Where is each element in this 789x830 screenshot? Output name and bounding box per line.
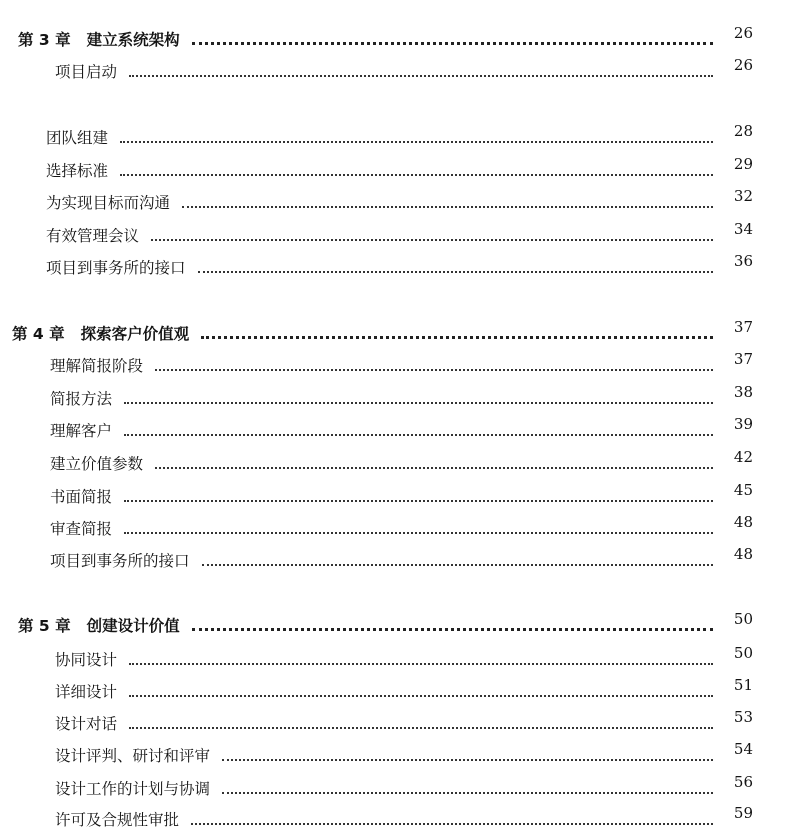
- entry-title: 协同设计: [55, 651, 118, 669]
- entry-title: 项目到事务所的接口: [46, 259, 186, 277]
- chapter-number: 第 3 章: [18, 31, 71, 49]
- entry-title: 简报方法: [50, 390, 113, 408]
- entry-title: 理解客户: [50, 422, 113, 440]
- page-number: 51: [733, 676, 753, 694]
- chapter-number: 第 5 章: [18, 617, 71, 635]
- dot-leader: [182, 206, 713, 208]
- toc-entry[interactable]: [55, 804, 753, 830]
- dot-leader: [155, 369, 713, 371]
- entry-title: 设计工作的计划与协调: [55, 780, 211, 798]
- dot-leader: [192, 42, 713, 45]
- entry-title: 理解简报阶段: [50, 357, 144, 375]
- entry-title: 项目到事务所的接口: [50, 552, 190, 570]
- toc-entry[interactable]: [55, 708, 753, 734]
- page-number: 48: [733, 513, 753, 531]
- dot-leader: [191, 823, 713, 825]
- entry-title: 选择标准: [46, 162, 109, 180]
- entry-title: 建立价值参数: [50, 455, 144, 473]
- page-number: 26: [733, 56, 753, 74]
- page-number: 39: [733, 415, 753, 433]
- page-number: 37: [733, 350, 753, 368]
- page-number: 45: [733, 481, 753, 499]
- toc-entry[interactable]: [46, 252, 753, 278]
- dot-leader: [151, 239, 713, 241]
- page-number: 50: [733, 644, 753, 662]
- dot-leader: [129, 695, 713, 697]
- toc-chapter-5[interactable]: [18, 610, 753, 636]
- toc-entry[interactable]: [55, 676, 753, 702]
- toc-chapter-4[interactable]: [12, 318, 753, 344]
- page-number: 53: [733, 708, 753, 726]
- page-number: 48: [733, 545, 753, 563]
- entry-title: 许可及合规性审批: [55, 811, 180, 829]
- page-number: 59: [733, 804, 753, 822]
- dot-leader: [120, 141, 713, 143]
- entry-title: 有效管理会议: [46, 227, 140, 245]
- entry-title: 项目启动: [55, 63, 118, 81]
- entry-title: 为实现目标而沟通: [46, 194, 171, 212]
- dot-leader: [124, 532, 713, 534]
- toc-entry[interactable]: [46, 122, 753, 148]
- toc-entry[interactable]: [55, 644, 753, 670]
- page-number: 50: [733, 610, 753, 628]
- toc-entry[interactable]: [50, 383, 753, 409]
- entry-title: 设计对话: [55, 715, 118, 733]
- dot-leader: [129, 727, 713, 729]
- chapter-title: 建立系统架构: [86, 31, 180, 49]
- page-number: 36: [733, 252, 753, 270]
- toc-entry[interactable]: [50, 350, 753, 376]
- page-number: 32: [733, 187, 753, 205]
- toc-entry[interactable]: [50, 513, 753, 539]
- page-number: 29: [733, 155, 753, 173]
- toc-entry[interactable]: [46, 220, 753, 246]
- page-number: 37: [733, 318, 753, 336]
- toc-entry[interactable]: [50, 545, 753, 571]
- page-number: 56: [733, 773, 753, 791]
- page-number: 28: [733, 122, 753, 140]
- chapter-title: 探索客户价值观: [80, 325, 190, 343]
- chapter-number: 第 4 章: [12, 325, 65, 343]
- page-number: 34: [733, 220, 753, 238]
- chapter-title: 创建设计价值: [86, 617, 180, 635]
- toc-entry[interactable]: [50, 481, 753, 507]
- dot-leader: [129, 663, 713, 665]
- dot-leader: [124, 434, 713, 436]
- toc-entry[interactable]: [46, 187, 753, 213]
- dot-leader: [120, 174, 713, 176]
- toc-chapter-3[interactable]: [18, 24, 753, 50]
- toc-entry[interactable]: [55, 56, 753, 82]
- dot-leader: [124, 500, 713, 502]
- toc-entry[interactable]: [50, 448, 753, 474]
- dot-leader: [222, 792, 713, 794]
- page-number: 42: [733, 448, 753, 466]
- entry-title: 详细设计: [55, 683, 118, 701]
- entry-title: 设计评判、研讨和评审: [55, 747, 211, 765]
- dot-leader: [129, 75, 713, 77]
- toc-entry[interactable]: [55, 740, 753, 766]
- entry-title: 团队组建: [46, 129, 109, 147]
- toc-entry[interactable]: [55, 773, 753, 799]
- dot-leader: [124, 402, 713, 404]
- dot-leader: [202, 564, 713, 566]
- page-number: 26: [733, 24, 753, 42]
- dot-leader: [155, 467, 713, 469]
- dot-leader: [192, 628, 713, 631]
- page-number: 38: [733, 383, 753, 401]
- dot-leader: [198, 271, 713, 273]
- entry-title: 审查简报: [50, 520, 113, 538]
- dot-leader: [222, 759, 713, 761]
- toc-entry[interactable]: [50, 415, 753, 441]
- dot-leader: [201, 336, 713, 339]
- toc-entry[interactable]: [46, 155, 753, 181]
- page-number: 54: [733, 740, 753, 758]
- entry-title: 书面简报: [50, 488, 113, 506]
